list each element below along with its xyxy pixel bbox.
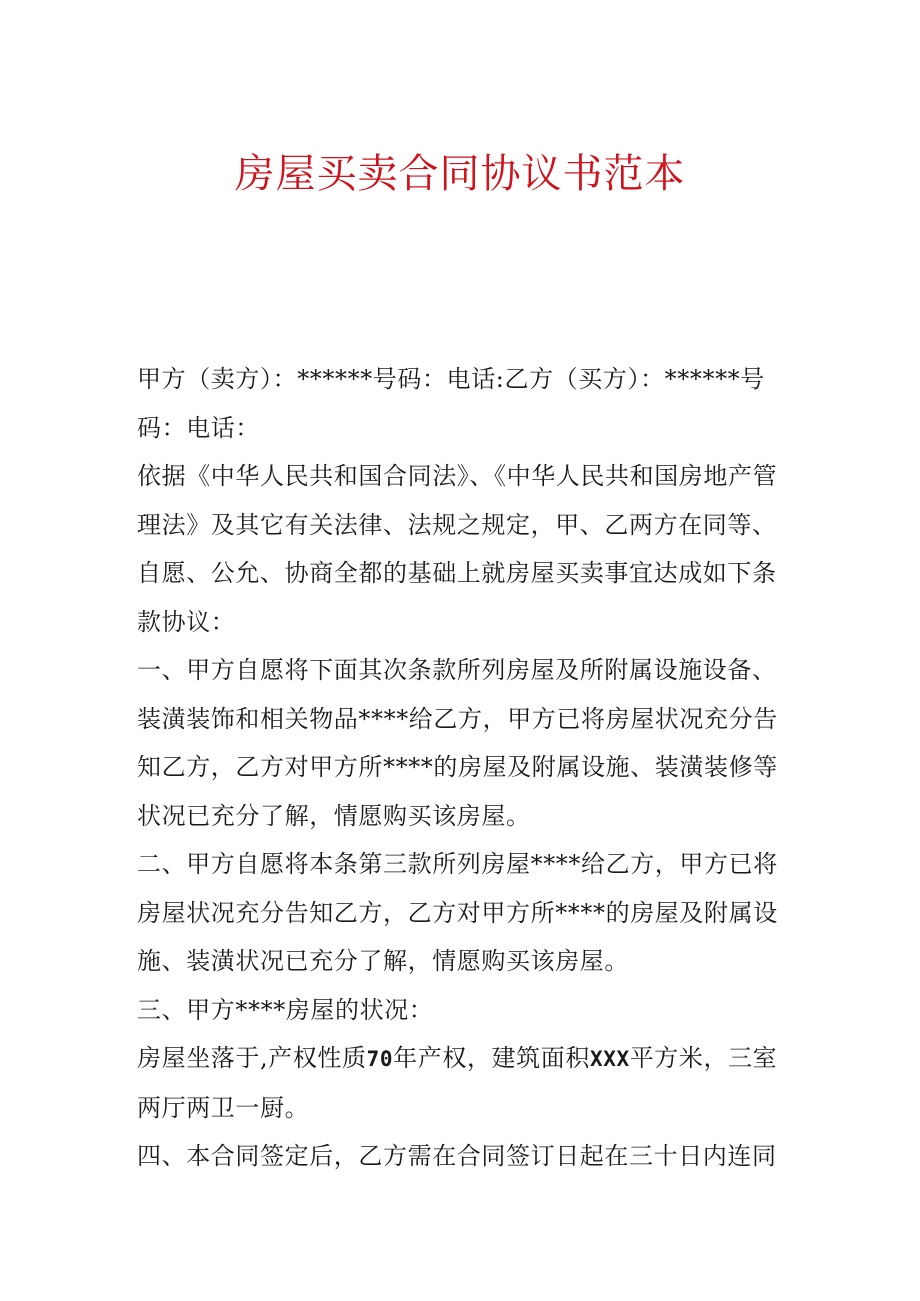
property-text-after: 平方米，三室两厅两卫一厨。 — [137, 1044, 778, 1122]
clause-3-heading: 三、甲方****房屋的状况： — [137, 995, 434, 1024]
property-text-before: 房屋坐落于,产权性质 — [137, 1044, 367, 1072]
clause-1-paragraph: 一、甲方自愿将下面其次条款所列房屋及所附属设施设备、装潢装饰和相关物品****给乙方，甲方已将房屋状况充分告知乙方，乙方对甲方所****的房屋及附属设施、装潢装修等状况已充分了解，情愿购买该房屋。 — [137, 656, 778, 830]
property-years: 70 — [366, 1047, 394, 1071]
preamble-paragraph: 依据《中华人民共和国合同法》、《中华人民共和国房地产管理法》及其它有关法律、法规之规定，甲、乙两方在同等、自愿、公允、协商全都的基础上就房屋买卖事宜达成如下条款协议： — [137, 462, 778, 636]
property-description-paragraph — [137, 1034, 787, 1132]
document-title: 房屋买卖合同协议书范本 — [234, 151, 686, 197]
property-area: XXX — [589, 1047, 630, 1071]
document-body — [137, 355, 787, 1181]
parties-paragraph: 甲方（卖方）：******号码：电话:乙方（买方）：******号码：电话： — [137, 365, 765, 442]
clause-4-paragraph: 四、本合同签定后，乙方需在合同签订日起在三十日内连同 — [137, 1142, 777, 1170]
clause-2-paragraph: 二、甲方自愿将本条第三款所列房屋****给乙方，甲方已将房屋状况充分告知乙方，乙方对甲方所****的房屋及附属设施、装潢状况已充分了解，情愿购买该房屋。 — [137, 850, 778, 975]
property-text-middle: 年产权，建筑面积 — [393, 1044, 590, 1072]
